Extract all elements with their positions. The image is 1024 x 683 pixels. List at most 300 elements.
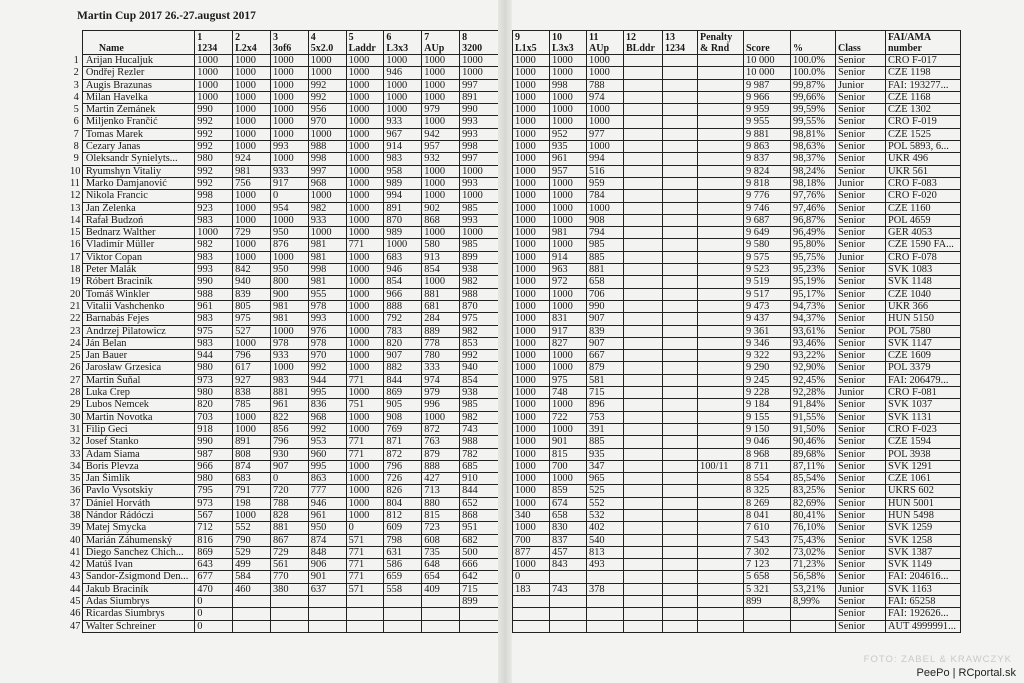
round-score: 988: [460, 288, 500, 300]
round-score: [346, 620, 384, 632]
table-row: [513, 67, 961, 79]
round-score: 1000: [513, 227, 550, 239]
page-fold: [498, 0, 512, 683]
round-score: [663, 534, 698, 546]
round-score: 666: [460, 559, 500, 571]
round-score: 1000: [513, 116, 550, 128]
round-score: 896: [587, 399, 624, 411]
round-score: 0: [270, 473, 308, 485]
round-score: [624, 104, 663, 116]
round-score: 983: [195, 313, 233, 325]
round-score: 652: [460, 497, 500, 509]
round-score: 992: [195, 165, 233, 177]
header-label: L1x5: [515, 42, 537, 54]
table-row: [513, 313, 961, 325]
round-score: 854: [384, 276, 422, 288]
percent: 98,24%: [791, 165, 836, 177]
header-label: 1234: [197, 42, 218, 54]
round-score: 1000: [513, 522, 550, 534]
class: Senior: [836, 128, 886, 140]
round-score: [624, 239, 663, 251]
percent: 95,80%: [791, 239, 836, 251]
round-score: 985: [587, 239, 624, 251]
round-score: 654: [422, 571, 460, 583]
class: Senior: [836, 546, 886, 558]
round-score: 933: [384, 116, 422, 128]
round-score: 910: [460, 473, 500, 485]
round-score: 902: [422, 202, 460, 214]
rank-number: 12: [70, 190, 81, 202]
percent: 96,49%: [791, 227, 836, 239]
rank-number: 36: [70, 485, 81, 497]
round-score: 938: [460, 264, 500, 276]
round-score: [550, 596, 587, 608]
table-row: [513, 423, 961, 435]
round-score: 885: [587, 436, 624, 448]
round-score: 843: [550, 559, 587, 571]
round-score: [624, 288, 663, 300]
round-score: 963: [550, 264, 587, 276]
round-score: 907: [587, 313, 624, 325]
penalty: [698, 374, 744, 386]
header-number: 5: [348, 32, 354, 43]
table-row: [68, 362, 500, 374]
round-score: [384, 596, 422, 608]
round-score: [663, 497, 698, 509]
round-score: 981: [233, 165, 271, 177]
round-score: 1000: [346, 190, 384, 202]
round-score: 942: [422, 128, 460, 140]
penalty: [698, 534, 744, 546]
fai-number: GER 4053: [886, 227, 961, 239]
fai-number: CRO F-081: [886, 387, 961, 399]
round-score: 769: [384, 423, 422, 435]
round-score: 961: [195, 300, 233, 312]
percent: 71,23%: [791, 559, 836, 571]
round-score: [663, 313, 698, 325]
table-row: [513, 509, 961, 521]
class: Senior: [836, 411, 886, 423]
round-score: 516: [587, 165, 624, 177]
round-score: [663, 202, 698, 214]
round-score: 499: [233, 559, 271, 571]
round-score: 888: [384, 300, 422, 312]
round-score: 682: [460, 534, 500, 546]
total-score: 5 321: [744, 583, 791, 595]
round-score: 756: [233, 177, 271, 189]
percent: 95,23%: [791, 264, 836, 276]
rank-number: 6: [73, 116, 79, 128]
round-score: [550, 608, 587, 620]
class: Senior: [836, 165, 886, 177]
round-score: 970: [308, 116, 346, 128]
round-score: 1000: [346, 276, 384, 288]
round-score: 1000: [513, 337, 550, 349]
percent: 93,46%: [791, 337, 836, 349]
round-score: 1000: [587, 55, 624, 67]
rank-number: 22: [70, 313, 81, 325]
total-score: 5 658: [744, 571, 791, 583]
round-score: 788: [587, 79, 624, 91]
round-score: 951: [460, 522, 500, 534]
round-score: 1000: [422, 67, 460, 79]
class: Senior: [836, 522, 886, 534]
round-score: 751: [346, 399, 384, 411]
fai-number: SVK 1259: [886, 522, 961, 534]
round-score: 907: [384, 350, 422, 362]
header--: [791, 31, 836, 55]
round-score: [270, 608, 308, 620]
competitor-name: Jakub Braciník: [82, 583, 194, 595]
competitor-name: Pavlo Vysotskiy: [82, 485, 194, 497]
round-score: 783: [384, 325, 422, 337]
header-label: L3x3: [552, 42, 574, 54]
total-score: 9 346: [744, 337, 791, 349]
round-score: [624, 55, 663, 67]
round-score: 1000: [308, 190, 346, 202]
round-score: 933: [270, 350, 308, 362]
percent: 96,87%: [791, 214, 836, 226]
round-score: 1000: [195, 67, 233, 79]
percent: 98,18%: [791, 177, 836, 189]
table-row: [68, 116, 500, 128]
table-row: [513, 436, 961, 448]
class: Senior: [836, 300, 886, 312]
penalty: [698, 91, 744, 103]
fai-number: CZE 1160: [886, 202, 961, 214]
round-score: 1000: [233, 91, 271, 103]
round-score: 899: [460, 596, 500, 608]
round-score: 877: [513, 546, 550, 558]
round-score: [624, 596, 663, 608]
class: Senior: [836, 276, 886, 288]
table-row: [513, 79, 961, 91]
round-score: 683: [233, 473, 271, 485]
round-score: 853: [460, 337, 500, 349]
round-score: 402: [587, 522, 624, 534]
table-row: [68, 325, 500, 337]
total-score: 9 519: [744, 276, 791, 288]
total-score: 9 837: [744, 153, 791, 165]
round-score: 1000: [233, 67, 271, 79]
round-score: 770: [270, 571, 308, 583]
competitor-name: Jan Bauer: [82, 350, 194, 362]
penalty: [698, 104, 744, 116]
round-score: 1000: [513, 313, 550, 325]
penalty: [698, 79, 744, 91]
round-score: 617: [233, 362, 271, 374]
percent: 93,61%: [791, 325, 836, 337]
round-score: 1000: [346, 411, 384, 423]
table-row: [68, 546, 500, 558]
round-score: 771: [346, 239, 384, 251]
competitor-name: Jarosław Grzesica: [82, 362, 194, 374]
fai-number: CZE 1609: [886, 350, 961, 362]
round-score: 990: [195, 276, 233, 288]
percent: 99,66%: [791, 91, 836, 103]
competitor-name: Tomáš Winkler: [82, 288, 194, 300]
penalty: [698, 177, 744, 189]
rank-number: 44: [70, 583, 81, 595]
fai-number: UKR 561: [886, 165, 961, 177]
round-score: 1000: [550, 239, 587, 251]
table-row: [513, 473, 961, 485]
table-row: [513, 165, 961, 177]
fai-number: UKR 496: [886, 153, 961, 165]
percent: [791, 620, 836, 632]
table-row: [513, 288, 961, 300]
round-score: 975: [233, 313, 271, 325]
header-label: BLddr: [626, 42, 655, 54]
round-score: 777: [308, 485, 346, 497]
round-score: 885: [587, 251, 624, 263]
round-score: [624, 165, 663, 177]
round-score: 1000: [346, 509, 384, 521]
round-score: 961: [550, 153, 587, 165]
round-score: 1000: [233, 190, 271, 202]
fai-number: CRO F-083: [886, 177, 961, 189]
round-score: 1000: [422, 190, 460, 202]
round-score: 830: [550, 522, 587, 534]
round-score: 891: [460, 91, 500, 103]
round-score: [663, 448, 698, 460]
round-score: [624, 509, 663, 521]
competitor-name: Cezary Janas: [82, 141, 194, 153]
round-score: 667: [587, 350, 624, 362]
round-score: 958: [384, 165, 422, 177]
round-score: 1000: [513, 423, 550, 435]
round-score: 881: [422, 288, 460, 300]
round-score: 1000: [233, 337, 271, 349]
round-score: 771: [346, 448, 384, 460]
total-score: 8 325: [744, 485, 791, 497]
round-score: [663, 251, 698, 263]
round-score: 658: [587, 276, 624, 288]
round-score: 1000: [513, 153, 550, 165]
round-score: [624, 411, 663, 423]
table-row: [513, 214, 961, 226]
rank-number: 41: [70, 546, 81, 558]
table-row: [513, 116, 961, 128]
percent: 85,54%: [791, 473, 836, 485]
table-row: [513, 559, 961, 571]
total-score: 899: [744, 596, 791, 608]
round-score: 703: [195, 411, 233, 423]
fai-number: CZE 1590 FA...: [886, 239, 961, 251]
round-score: [663, 79, 698, 91]
round-score: [624, 497, 663, 509]
round-score: 888: [422, 460, 460, 472]
header-label: AUp: [424, 42, 445, 54]
header-round-13: [663, 31, 698, 55]
round-score: 987: [195, 448, 233, 460]
round-score: 961: [308, 509, 346, 521]
table-row: [68, 202, 500, 214]
round-score: 1000: [346, 91, 384, 103]
class: Senior: [836, 337, 886, 349]
fai-number: HUN 5498: [886, 509, 961, 521]
round-score: 839: [233, 288, 271, 300]
round-score: 979: [422, 104, 460, 116]
round-score: 975: [550, 374, 587, 386]
class: Senior: [836, 202, 886, 214]
table-row: [513, 104, 961, 116]
round-score: 1000: [587, 141, 624, 153]
round-score: 978: [308, 300, 346, 312]
round-score: [663, 190, 698, 202]
header-name: [82, 31, 194, 55]
penalty: [698, 300, 744, 312]
round-score: [624, 276, 663, 288]
round-score: 1000: [346, 362, 384, 374]
rank-number: 5: [73, 104, 79, 116]
class: Senior: [836, 141, 886, 153]
round-score: 1000: [422, 177, 460, 189]
round-score: 844: [384, 374, 422, 386]
round-score: 992: [308, 91, 346, 103]
round-score: 1000: [513, 473, 550, 485]
competitor-name: Lubos Nemcek: [82, 399, 194, 411]
round-score: 871: [384, 436, 422, 448]
round-score: [308, 608, 346, 620]
round-score: 1000: [195, 79, 233, 91]
competitor-name: Ján Belan: [82, 337, 194, 349]
round-score: [663, 583, 698, 595]
round-score: [422, 620, 460, 632]
round-score: 996: [422, 399, 460, 411]
header-number: 8: [462, 32, 468, 43]
total-score: 9 881: [744, 128, 791, 140]
round-score: 1000: [513, 362, 550, 374]
round-score: 869: [195, 546, 233, 558]
round-score: 580: [422, 239, 460, 251]
round-score: 983: [270, 374, 308, 386]
round-score: 1000: [513, 55, 550, 67]
table-row: [68, 55, 500, 67]
round-score: 983: [195, 214, 233, 226]
total-score: 10 000: [744, 67, 791, 79]
table-row: [68, 596, 500, 608]
round-score: [624, 116, 663, 128]
round-score: 985: [460, 399, 500, 411]
total-score: 9 863: [744, 141, 791, 153]
round-score: [663, 177, 698, 189]
round-score: [624, 325, 663, 337]
round-score: 1000: [346, 177, 384, 189]
fai-number: POL 3938: [886, 448, 961, 460]
round-score: 993: [460, 116, 500, 128]
fai-number: CRO F-023: [886, 423, 961, 435]
class: Senior: [836, 608, 886, 620]
round-score: 993: [460, 214, 500, 226]
round-score: 1000: [346, 473, 384, 485]
table-row: [513, 522, 961, 534]
rank-number: 7: [73, 128, 79, 140]
round-score: 1000: [270, 55, 308, 67]
round-score: 1000: [550, 288, 587, 300]
round-score: [663, 165, 698, 177]
table-row: [68, 141, 500, 153]
round-score: 796: [384, 460, 422, 472]
round-score: [624, 264, 663, 276]
round-score: 571: [346, 534, 384, 546]
round-score: [346, 608, 384, 620]
round-score: 992: [195, 141, 233, 153]
round-score: 1000: [587, 202, 624, 214]
competitor-name: Milan Havelka: [82, 91, 194, 103]
table-row: [513, 177, 961, 189]
competitor-name: Sandor-Zsigmond Den...: [82, 571, 194, 583]
round-score: 982: [460, 276, 500, 288]
penalty: [698, 473, 744, 485]
round-score: 820: [384, 337, 422, 349]
penalty: [698, 313, 744, 325]
round-score: 700: [550, 460, 587, 472]
round-score: 658: [550, 509, 587, 521]
round-score: 944: [308, 374, 346, 386]
total-score: 9 046: [744, 436, 791, 448]
penalty: [698, 399, 744, 411]
round-score: 493: [587, 559, 624, 571]
round-score: 813: [587, 546, 624, 558]
round-score: 782: [460, 448, 500, 460]
round-score: 959: [587, 177, 624, 189]
round-score: [233, 608, 271, 620]
round-score: 874: [233, 460, 271, 472]
competitor-name: Filip Geci: [82, 423, 194, 435]
round-score: 868: [460, 509, 500, 521]
round-score: 988: [308, 141, 346, 153]
round-score: 990: [195, 104, 233, 116]
round-score: 457: [550, 546, 587, 558]
round-score: 712: [195, 522, 233, 534]
total-score: 7 543: [744, 534, 791, 546]
penalty: [698, 190, 744, 202]
round-score: 989: [384, 177, 422, 189]
round-score: 1000: [550, 55, 587, 67]
round-score: [460, 620, 500, 632]
round-score: 812: [384, 509, 422, 521]
fai-number: CZE 1168: [886, 91, 961, 103]
fai-number: SVK 1147: [886, 337, 961, 349]
percent: 91,84%: [791, 399, 836, 411]
round-score: 784: [587, 190, 624, 202]
round-score: 1000: [550, 104, 587, 116]
round-score: 1000: [233, 141, 271, 153]
round-score: 993: [460, 177, 500, 189]
rank-number: 21: [70, 300, 81, 312]
round-score: [624, 620, 663, 632]
round-score: 983: [195, 251, 233, 263]
rank-number: 27: [70, 374, 81, 386]
penalty: [698, 202, 744, 214]
rank-number: 3: [73, 79, 79, 91]
round-score: 998: [308, 153, 346, 165]
round-score: 900: [270, 288, 308, 300]
round-score: 771: [346, 546, 384, 558]
header-label: 1234: [665, 42, 685, 54]
round-score: 981: [308, 239, 346, 251]
round-score: 1000: [513, 460, 550, 472]
fai-number: FAI: 193277...: [886, 79, 961, 91]
penalty: [698, 288, 744, 300]
header-label: %: [793, 42, 803, 54]
penalty: [698, 239, 744, 251]
round-score: [624, 214, 663, 226]
round-score: 981: [550, 227, 587, 239]
table-row: [68, 153, 500, 165]
results-table-left: [68, 30, 500, 633]
